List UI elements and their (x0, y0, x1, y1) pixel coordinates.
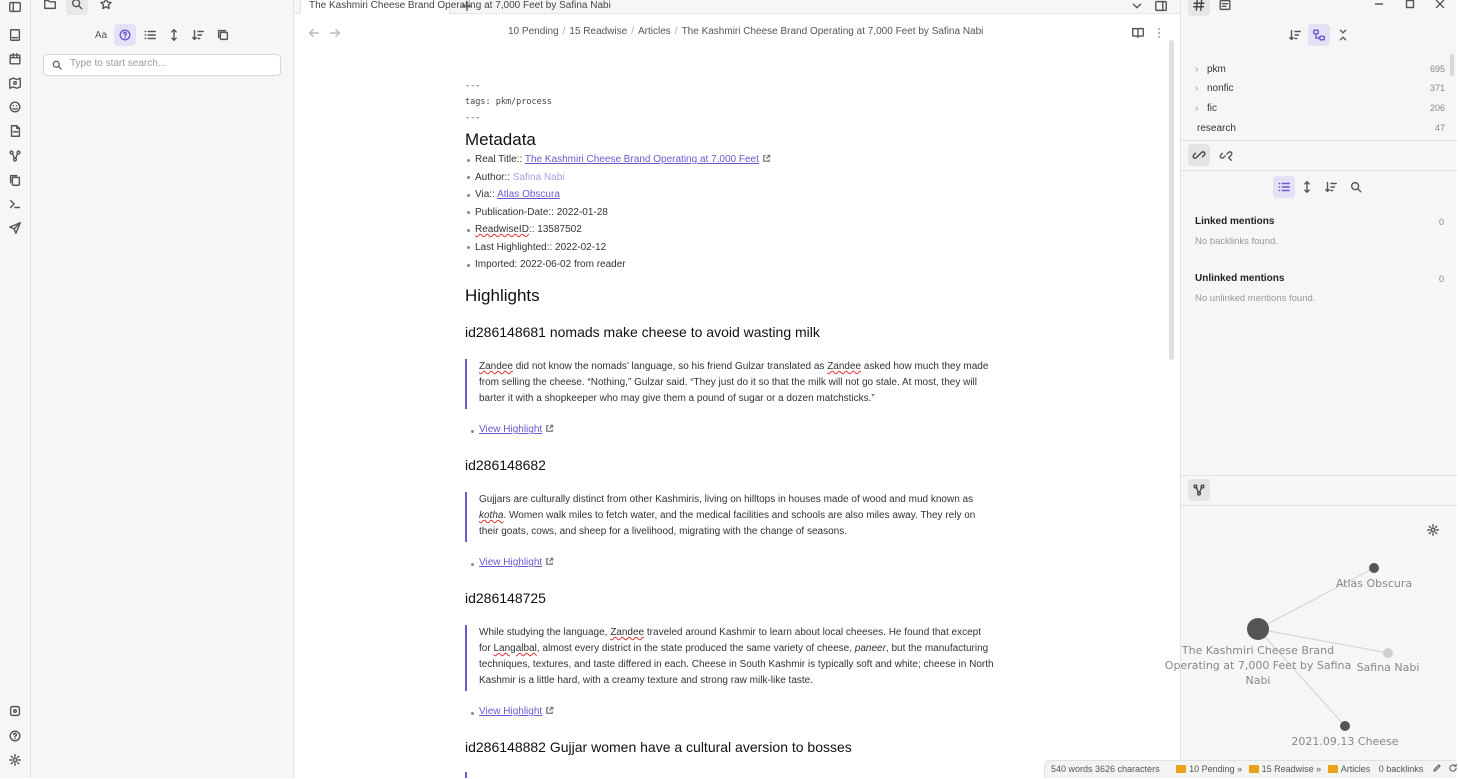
status-bar (1044, 760, 1456, 778)
frontmatter-line: tags: pkm/process (465, 97, 552, 107)
tags-scrollbar[interactable] (1450, 54, 1454, 76)
reading-mode-icon[interactable] (1130, 25, 1146, 41)
meta-pubdate: Publication-Date:: 2022-01-28 (465, 204, 1005, 222)
author-link[interactable]: Safina Nabi (512, 171, 565, 183)
external-link-icon (545, 706, 554, 715)
highlight-heading: id286148725 (465, 590, 546, 606)
unlinked-mentions-count: 0 (1438, 274, 1444, 284)
view-highlight-link[interactable]: View Highlight (479, 706, 543, 717)
sidebar-toggle-icon[interactable] (4, 0, 26, 18)
graph-label: Safina Nabi (1356, 661, 1420, 674)
forward-arrow-icon[interactable] (327, 25, 343, 41)
graph-label: Atlas Obscura (1335, 577, 1413, 590)
status-path-item[interactable]: Articles (1328, 764, 1371, 774)
sort-icon[interactable] (1320, 176, 1342, 198)
sort-icon[interactable] (1284, 24, 1306, 46)
backlinks-count[interactable]: 0 backlinks (1378, 764, 1424, 774)
local-graph[interactable] (1164, 505, 1457, 778)
search-tab-icon[interactable] (66, 0, 88, 15)
linked-mentions-empty: No backlinks found. (1195, 236, 1278, 247)
tag-row[interactable]: › fic 206 (1195, 103, 1445, 114)
view-highlight-link[interactable]: View Highlight (479, 557, 543, 568)
search-input[interactable] (70, 58, 275, 69)
meta-imported: Imported: 2022-06-02 from reader (465, 256, 1005, 274)
highlight-quote: While studying the language, Zandee traveled around Kashmir to learn about local cheeses. He found that except for Langalbal, almost every district in the state produced the same variety of cheese, paneer, but the manufacturing techniques, textures, and taste differed in each. Cheese in South Kashmir is typically soft and white; cheese in North Kashmir is a little hard, with a creamy texture and strong raw milk-like taste. (465, 625, 995, 691)
folder-icon[interactable] (39, 0, 61, 15)
left-sidebar (31, 0, 294, 778)
tab-bar (294, 0, 1180, 14)
view-highlight-item (471, 424, 554, 435)
graph-label: Nabi (1245, 674, 1271, 687)
tab-current-note[interactable] (300, 0, 611, 14)
tag-row[interactable]: › nonfic 371 (1195, 83, 1445, 94)
meta-via: Via:: Atlas Obscura (465, 186, 1005, 204)
via-link[interactable]: Atlas Obscura (497, 189, 560, 200)
view-highlight-link[interactable]: View Highlight (479, 424, 543, 435)
unlinked-mentions-title[interactable]: Unlinked mentions (1195, 273, 1285, 284)
template-icon[interactable] (4, 120, 26, 142)
back-arrow-icon[interactable] (306, 25, 322, 41)
view-highlight-item (471, 557, 554, 568)
pencil-icon[interactable] (1432, 762, 1442, 772)
chevron-down-icon[interactable] (1128, 0, 1146, 15)
search-icon[interactable] (1345, 176, 1367, 198)
heading-metadata: Metadata (465, 130, 536, 149)
match-case-icon[interactable]: Aa (94, 29, 108, 41)
divider (1181, 140, 1457, 141)
close-window-icon[interactable] (1432, 0, 1448, 12)
highlight-heading: id286148681 nomads make cheese to avoid wasting milk (465, 324, 820, 340)
breadcrumb: 10 Pending / 15 Readwise / Articles / The Kashmiri Cheese Brand Operating at 7,000 Feet by Safina Nabi (508, 26, 984, 37)
status-path-item[interactable]: 10 Pending » (1176, 764, 1242, 774)
meta-real-title: Real Title:: The Kashmiri Cheese Brand Operating at 7,000 Feet (465, 151, 1005, 169)
divider (1181, 170, 1457, 171)
graph-node-current[interactable] (1247, 618, 1269, 640)
collapse-icon[interactable] (1332, 24, 1354, 46)
view-highlight-item (471, 706, 554, 717)
ribbon (0, 0, 31, 778)
local-graph-icon[interactable] (1188, 479, 1210, 501)
graph-label: The Kashmiri Cheese Brand (1181, 644, 1335, 657)
frontmatter-line: --- (465, 113, 481, 123)
tags-view-icon[interactable] (1188, 0, 1210, 16)
divider (1181, 475, 1457, 476)
tab-title: The Kashmiri Cheese Brand Operating at 7,000 Feet by Safina Nabi (309, 0, 611, 11)
terminal-icon[interactable] (4, 193, 26, 215)
graph-view-icon[interactable] (4, 145, 26, 167)
copy-icon[interactable] (4, 169, 26, 191)
meta-readwise: ReadwiseID:: 13587502 (465, 221, 1005, 239)
highlight-quote: Zandee did not know the nomads’ language, so his friend Gulzar translated as Zandee asked how much they made from selling the cheese. “Nothing,” Gulzar said. “They just do it so that the milk will not go stale. At most, they will barter it with a shopkeeper who may give them a pound of sugar or a dozen matchsticks.” (465, 359, 995, 409)
frontmatter-line: --- (465, 81, 481, 91)
breadcrumb-item[interactable]: 15 Readwise (569, 26, 628, 37)
folder-icon (1328, 765, 1338, 773)
file-icon[interactable] (4, 24, 26, 46)
graph-label: 2021.09.13 Cheese (1291, 735, 1399, 748)
search-icon (50, 58, 64, 72)
editor-scrollbar[interactable] (1169, 40, 1174, 360)
help-icon[interactable] (4, 725, 26, 747)
status-path-item[interactable]: 15 Readwise » (1249, 764, 1322, 774)
new-tab-icon[interactable] (458, 0, 476, 15)
breadcrumb-title[interactable]: The Kashmiri Cheese Brand Operating at 7,000 Feet by Safina Nabi (681, 26, 984, 37)
editor-pane (294, 0, 1180, 778)
maximize-icon[interactable] (1402, 0, 1418, 12)
settings-icon[interactable] (4, 749, 26, 771)
outgoing-links-icon[interactable] (1215, 144, 1237, 166)
graph-label: Operating at 7,000 Feet by Safina (1164, 659, 1352, 672)
note-content (465, 78, 1005, 755)
search-box[interactable] (43, 54, 281, 76)
graph-canvas[interactable] (1164, 505, 1457, 778)
real-title-link[interactable]: The Kashmiri Cheese Brand Operating at 7,000 Feet (524, 154, 759, 165)
word-count: 540 words 3626 characters (1051, 764, 1160, 774)
sync-icon[interactable] (1448, 762, 1458, 772)
tree-view-icon[interactable] (1308, 24, 1330, 46)
graph-node-cheese[interactable] (1340, 721, 1350, 731)
minimize-icon[interactable] (1371, 0, 1387, 12)
send-icon[interactable] (4, 217, 26, 239)
folder-icon (1176, 765, 1186, 773)
unlinked-mentions-empty: No unlinked mentions found. (1195, 293, 1316, 304)
highlight-quote: Gujjars are culturally distinct from other Kashmiris, living on hilltops in houses made of wood and mud known as kotha. Women walk miles to fetch water, and the medical facilities and schools are also miles away. They rely on their goats, cows, and sheep for a livelihood, migrating with the change of seasons. (465, 492, 995, 542)
outline-view-icon[interactable] (1214, 0, 1236, 16)
meta-last-highlighted: Last Highlighted:: 2022-02-12 (465, 239, 1005, 257)
backlinks-icon[interactable] (1188, 144, 1210, 166)
list-icon[interactable] (1273, 176, 1295, 198)
breadcrumb-item[interactable]: Articles (637, 26, 671, 37)
more-options-icon[interactable] (1151, 25, 1167, 41)
explain-query-icon[interactable] (114, 24, 136, 46)
heading-highlights: Highlights (465, 286, 540, 305)
folder-icon (1249, 765, 1259, 773)
graph-node-atlas-obscura[interactable] (1369, 563, 1379, 573)
map-icon[interactable] (4, 72, 26, 94)
highlight-quote-border (465, 772, 467, 778)
expand-icon[interactable] (163, 24, 185, 46)
split-view-icon[interactable] (1152, 0, 1170, 15)
vault-switcher-icon[interactable] (4, 700, 26, 722)
star-icon[interactable] (95, 0, 117, 15)
tag-row[interactable]: research 47 (1197, 123, 1445, 134)
tag-row[interactable]: › pkm 695 (1195, 64, 1445, 75)
graph-node-safina-nabi[interactable] (1383, 648, 1393, 658)
sort-icon[interactable] (187, 24, 209, 46)
right-sidebar (1164, 0, 1456, 778)
meta-author: Author:: Safina Nabi (465, 169, 1005, 187)
linked-mentions-title[interactable]: Linked mentions (1195, 216, 1275, 227)
calendar-icon[interactable] (4, 48, 26, 70)
copy-results-icon[interactable] (212, 24, 234, 46)
external-link-icon (545, 424, 554, 433)
external-link-icon (545, 557, 554, 566)
external-link-icon (762, 152, 771, 161)
breadcrumb-item[interactable]: 10 Pending (508, 26, 559, 37)
highlight-heading: id286148682 (465, 457, 546, 473)
list-icon[interactable] (139, 24, 161, 46)
highlight-heading: id286148882 Gujjar women have a cultural aversion to bosses (465, 739, 852, 755)
expand-icon[interactable] (1296, 176, 1318, 198)
smiley-icon[interactable] (4, 96, 26, 118)
linked-mentions-count: 0 (1438, 217, 1444, 227)
